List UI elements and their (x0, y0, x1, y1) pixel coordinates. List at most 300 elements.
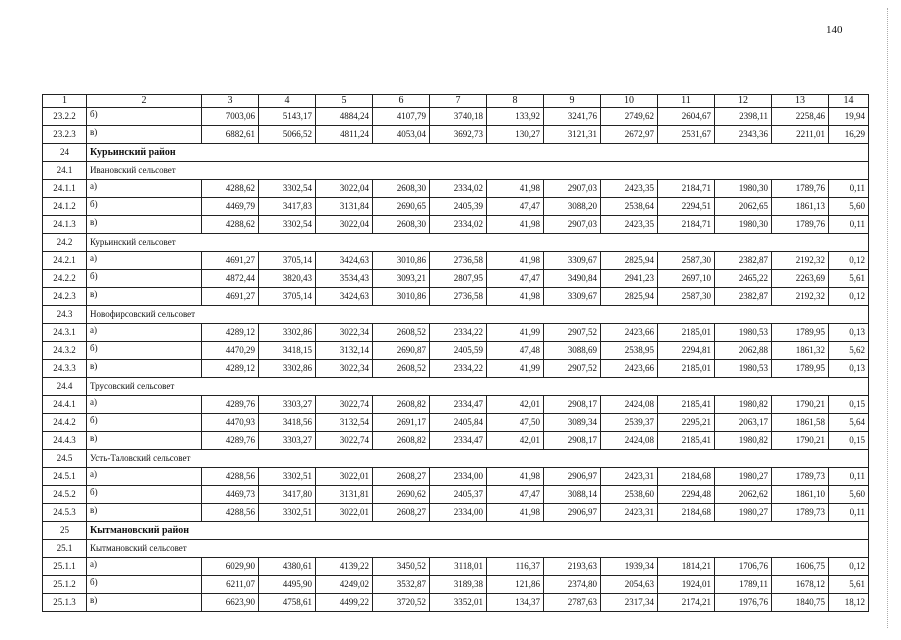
value-cell: 2941,23 (601, 270, 658, 288)
value-cell: 2193,63 (544, 558, 601, 576)
page-number: 140 (826, 24, 843, 36)
value-cell: 4289,12 (202, 360, 259, 378)
value-cell: 3302,54 (259, 180, 316, 198)
value-cell: 1980,82 (715, 432, 772, 450)
value-cell: 4758,61 (259, 594, 316, 612)
value-cell: 4288,56 (202, 468, 259, 486)
value-cell: 3302,51 (259, 504, 316, 522)
value-cell: 2736,58 (430, 288, 487, 306)
value-cell: 47,47 (487, 270, 544, 288)
value-cell: 2690,62 (373, 486, 430, 504)
value-cell: 5066,52 (259, 126, 316, 144)
value-cell: 116,37 (487, 558, 544, 576)
value-cell: 2334,47 (430, 432, 487, 450)
value-cell: 2908,17 (544, 396, 601, 414)
value-cell: 2423,66 (601, 360, 658, 378)
value-cell: 4499,22 (316, 594, 373, 612)
value-cell: 1790,21 (772, 396, 829, 414)
row-code: 24.5 (43, 450, 87, 468)
row-letter: а) (87, 252, 202, 270)
value-cell: 1980,30 (715, 216, 772, 234)
value-cell: 3010,86 (373, 252, 430, 270)
value-cell: 2608,27 (373, 504, 430, 522)
value-cell: 2334,00 (430, 504, 487, 522)
value-cell: 2908,17 (544, 432, 601, 450)
value-cell: 3022,01 (316, 504, 373, 522)
value-cell: 5,64 (829, 414, 869, 432)
value-cell: 2382,87 (715, 252, 772, 270)
value-cell: 2382,87 (715, 288, 772, 306)
row-code: 24.5.3 (43, 504, 87, 522)
value-cell: 6882,61 (202, 126, 259, 144)
value-cell: 3490,84 (544, 270, 601, 288)
council-name: Трусовский сельсовет (87, 378, 869, 396)
value-cell: 2185,41 (658, 396, 715, 414)
value-cell: 3010,86 (373, 288, 430, 306)
header-cell: 4 (259, 95, 316, 108)
row-code: 23.2.3 (43, 126, 87, 144)
value-cell: 47,47 (487, 486, 544, 504)
row-code: 25.1.2 (43, 576, 87, 594)
value-cell: 6623,90 (202, 594, 259, 612)
district-name: Курьинский район (87, 144, 869, 162)
row-letter: в) (87, 504, 202, 522)
row-letter: а) (87, 558, 202, 576)
row-code: 23.2.2 (43, 108, 87, 126)
header-cell: 6 (373, 95, 430, 108)
row-code: 24.5.1 (43, 468, 87, 486)
value-cell: 2691,17 (373, 414, 430, 432)
value-cell: 2423,31 (601, 504, 658, 522)
value-cell: 3088,14 (544, 486, 601, 504)
page-edge-line (887, 8, 889, 628)
row-letter: в) (87, 432, 202, 450)
row-code: 24.2.2 (43, 270, 87, 288)
row-letter: б) (87, 342, 202, 360)
value-cell: 2690,65 (373, 198, 430, 216)
value-cell: 4107,79 (373, 108, 430, 126)
value-cell: 3093,21 (373, 270, 430, 288)
row-letter: в) (87, 216, 202, 234)
value-cell: 0,13 (829, 360, 869, 378)
row-letter: б) (87, 270, 202, 288)
value-cell: 4470,93 (202, 414, 259, 432)
value-cell: 1790,21 (772, 432, 829, 450)
value-cell: 3132,54 (316, 414, 373, 432)
header-row (43, 95, 869, 108)
value-cell: 2334,22 (430, 360, 487, 378)
value-cell: 16,29 (829, 126, 869, 144)
value-cell: 1789,76 (772, 216, 829, 234)
value-cell: 2423,66 (601, 324, 658, 342)
row-letter: а) (87, 180, 202, 198)
row-code: 24.1.2 (43, 198, 87, 216)
value-cell: 4495,90 (259, 576, 316, 594)
value-cell: 2538,64 (601, 198, 658, 216)
header-cell: 3 (202, 95, 259, 108)
value-cell: 3720,52 (373, 594, 430, 612)
value-cell: 2736,58 (430, 252, 487, 270)
value-cell: 0,15 (829, 432, 869, 450)
value-cell: 1606,75 (772, 558, 829, 576)
council-row (43, 234, 869, 252)
value-cell: 47,48 (487, 342, 544, 360)
value-cell: 2192,32 (772, 252, 829, 270)
value-cell: 5143,17 (259, 108, 316, 126)
value-cell: 1980,53 (715, 360, 772, 378)
value-cell: 3302,51 (259, 468, 316, 486)
value-cell: 47,47 (487, 198, 544, 216)
value-cell: 41,99 (487, 324, 544, 342)
value-cell: 2907,52 (544, 324, 601, 342)
value-cell: 41,98 (487, 180, 544, 198)
header-cell: 10 (601, 95, 658, 108)
table-row (43, 558, 869, 576)
value-cell: 3022,01 (316, 468, 373, 486)
value-cell: 1861,13 (772, 198, 829, 216)
value-cell: 1678,12 (772, 576, 829, 594)
value-cell: 2185,41 (658, 432, 715, 450)
value-cell: 3450,52 (373, 558, 430, 576)
value-cell: 41,98 (487, 468, 544, 486)
row-code: 24.1 (43, 162, 87, 180)
header-cell: 12 (715, 95, 772, 108)
value-cell: 2184,71 (658, 216, 715, 234)
value-cell: 1789,11 (715, 576, 772, 594)
value-cell: 3088,69 (544, 342, 601, 360)
row-letter: б) (87, 486, 202, 504)
value-cell: 47,50 (487, 414, 544, 432)
value-cell: 4289,76 (202, 432, 259, 450)
value-cell: 4288,56 (202, 504, 259, 522)
value-cell: 2263,69 (772, 270, 829, 288)
value-cell: 2334,02 (430, 180, 487, 198)
row-code: 24.1.1 (43, 180, 87, 198)
value-cell: 1980,27 (715, 468, 772, 486)
value-cell: 2697,10 (658, 270, 715, 288)
value-cell: 0,15 (829, 396, 869, 414)
header-cell: 13 (772, 95, 829, 108)
header-cell: 11 (658, 95, 715, 108)
value-cell: 2424,08 (601, 396, 658, 414)
value-cell: 3022,74 (316, 396, 373, 414)
value-cell: 2423,35 (601, 180, 658, 198)
value-cell: 2405,37 (430, 486, 487, 504)
value-cell: 2294,48 (658, 486, 715, 504)
value-cell: 2538,60 (601, 486, 658, 504)
value-cell: 4289,12 (202, 324, 259, 342)
value-cell: 0,12 (829, 558, 869, 576)
value-cell: 19,94 (829, 108, 869, 126)
value-cell: 1814,21 (658, 558, 715, 576)
value-cell: 2825,94 (601, 288, 658, 306)
value-cell: 4469,79 (202, 198, 259, 216)
value-cell: 2608,52 (373, 324, 430, 342)
value-cell: 0,13 (829, 324, 869, 342)
value-cell: 3309,67 (544, 252, 601, 270)
value-cell: 1789,76 (772, 180, 829, 198)
value-cell: 1861,32 (772, 342, 829, 360)
table-row (43, 180, 869, 198)
value-cell: 2538,95 (601, 342, 658, 360)
value-cell: 121,86 (487, 576, 544, 594)
row-code: 25 (43, 522, 87, 540)
row-code: 24.5.2 (43, 486, 87, 504)
council-row (43, 540, 869, 558)
value-cell: 4884,24 (316, 108, 373, 126)
value-cell: 2334,00 (430, 468, 487, 486)
value-cell: 2211,01 (772, 126, 829, 144)
value-cell: 1861,58 (772, 414, 829, 432)
value-cell: 2192,32 (772, 288, 829, 306)
value-cell: 7003,06 (202, 108, 259, 126)
table-row (43, 108, 869, 126)
value-cell: 3417,80 (259, 486, 316, 504)
council-row (43, 378, 869, 396)
row-code: 24.4.3 (43, 432, 87, 450)
value-cell: 3424,63 (316, 252, 373, 270)
value-cell: 41,98 (487, 288, 544, 306)
value-cell: 3131,81 (316, 486, 373, 504)
value-cell: 41,99 (487, 360, 544, 378)
value-cell: 2906,97 (544, 504, 601, 522)
row-letter: а) (87, 396, 202, 414)
value-cell: 2185,01 (658, 324, 715, 342)
value-cell: 3022,74 (316, 432, 373, 450)
value-cell: 1789,95 (772, 360, 829, 378)
row-letter: в) (87, 288, 202, 306)
value-cell: 2807,95 (430, 270, 487, 288)
value-cell: 5,61 (829, 576, 869, 594)
header-cell: 9 (544, 95, 601, 108)
value-cell: 2608,30 (373, 180, 430, 198)
value-cell: 2465,22 (715, 270, 772, 288)
value-cell: 2907,03 (544, 180, 601, 198)
value-cell: 4380,61 (259, 558, 316, 576)
value-cell: 4691,27 (202, 252, 259, 270)
council-name: Курьинский сельсовет (87, 234, 869, 252)
value-cell: 0,11 (829, 216, 869, 234)
district-row (43, 522, 869, 540)
value-cell: 2907,03 (544, 216, 601, 234)
value-cell: 1706,76 (715, 558, 772, 576)
value-cell: 4872,44 (202, 270, 259, 288)
council-name: Усть-Таловский сельсовет (87, 450, 869, 468)
value-cell: 3424,63 (316, 288, 373, 306)
value-cell: 2334,22 (430, 324, 487, 342)
value-cell: 2608,30 (373, 216, 430, 234)
value-cell: 2295,21 (658, 414, 715, 432)
council-name: Ивановский сельсовет (87, 162, 869, 180)
value-cell: 4249,02 (316, 576, 373, 594)
value-cell: 2054,63 (601, 576, 658, 594)
table-row (43, 342, 869, 360)
table-body (43, 95, 869, 612)
value-cell: 2405,39 (430, 198, 487, 216)
row-code: 24.4.1 (43, 396, 87, 414)
value-cell: 2906,97 (544, 468, 601, 486)
value-cell: 3692,73 (430, 126, 487, 144)
row-code: 24.4.2 (43, 414, 87, 432)
value-cell: 3088,20 (544, 198, 601, 216)
value-cell: 2317,34 (601, 594, 658, 612)
value-cell: 130,27 (487, 126, 544, 144)
value-cell: 3302,54 (259, 216, 316, 234)
value-cell: 2608,82 (373, 396, 430, 414)
value-cell: 2184,68 (658, 468, 715, 486)
value-cell: 2062,65 (715, 198, 772, 216)
row-letter: а) (87, 468, 202, 486)
table-row (43, 486, 869, 504)
value-cell: 41,98 (487, 252, 544, 270)
row-code: 25.1.3 (43, 594, 87, 612)
value-cell: 5,60 (829, 486, 869, 504)
value-cell: 2539,37 (601, 414, 658, 432)
value-cell: 2787,63 (544, 594, 601, 612)
value-cell: 41,98 (487, 216, 544, 234)
value-cell: 3418,56 (259, 414, 316, 432)
council-name: Кытмановский сельсовет (87, 540, 869, 558)
council-name: Новофирсовский сельсовет (87, 306, 869, 324)
table-row (43, 594, 869, 612)
value-cell: 3705,14 (259, 252, 316, 270)
value-cell: 2374,80 (544, 576, 601, 594)
table-row (43, 468, 869, 486)
table-row (43, 198, 869, 216)
value-cell: 4811,24 (316, 126, 373, 144)
value-cell: 3418,15 (259, 342, 316, 360)
value-cell: 42,01 (487, 432, 544, 450)
value-cell: 3309,67 (544, 288, 601, 306)
row-letter: б) (87, 576, 202, 594)
row-code: 24.2.3 (43, 288, 87, 306)
value-cell: 5,62 (829, 342, 869, 360)
value-cell: 1840,75 (772, 594, 829, 612)
value-cell: 3534,43 (316, 270, 373, 288)
table-row (43, 126, 869, 144)
value-cell: 3089,34 (544, 414, 601, 432)
value-cell: 1980,82 (715, 396, 772, 414)
row-code: 24.2 (43, 234, 87, 252)
header-cell: 14 (829, 95, 869, 108)
council-row (43, 306, 869, 324)
value-cell: 3302,86 (259, 360, 316, 378)
row-code: 24.2.1 (43, 252, 87, 270)
tariff-table (42, 94, 869, 612)
value-cell: 3532,87 (373, 576, 430, 594)
row-code: 25.1.1 (43, 558, 87, 576)
table-row (43, 432, 869, 450)
value-cell: 3118,01 (430, 558, 487, 576)
value-cell: 4288,62 (202, 216, 259, 234)
value-cell: 3022,04 (316, 216, 373, 234)
value-cell: 0,11 (829, 504, 869, 522)
value-cell: 1980,27 (715, 504, 772, 522)
value-cell: 4469,73 (202, 486, 259, 504)
value-cell: 1976,76 (715, 594, 772, 612)
row-letter: а) (87, 324, 202, 342)
council-row (43, 162, 869, 180)
value-cell: 4288,62 (202, 180, 259, 198)
value-cell: 1861,10 (772, 486, 829, 504)
value-cell: 2604,67 (658, 108, 715, 126)
row-letter: в) (87, 360, 202, 378)
value-cell: 2062,88 (715, 342, 772, 360)
value-cell: 3705,14 (259, 288, 316, 306)
row-code: 24 (43, 144, 87, 162)
row-code: 24.3 (43, 306, 87, 324)
value-cell: 5,60 (829, 198, 869, 216)
value-cell: 2343,36 (715, 126, 772, 144)
value-cell: 6029,90 (202, 558, 259, 576)
table-row (43, 252, 869, 270)
table-row (43, 414, 869, 432)
header-cell: 2 (87, 95, 202, 108)
value-cell: 41,98 (487, 504, 544, 522)
row-code: 25.1 (43, 540, 87, 558)
council-row (43, 450, 869, 468)
value-cell: 2334,47 (430, 396, 487, 414)
value-cell: 1789,73 (772, 504, 829, 522)
value-cell: 2423,35 (601, 216, 658, 234)
table-row (43, 270, 869, 288)
table-row (43, 360, 869, 378)
value-cell: 2672,97 (601, 126, 658, 144)
value-cell: 1980,53 (715, 324, 772, 342)
value-cell: 1939,34 (601, 558, 658, 576)
value-cell: 2334,02 (430, 216, 487, 234)
value-cell: 3352,01 (430, 594, 487, 612)
value-cell: 4053,04 (373, 126, 430, 144)
value-cell: 2062,62 (715, 486, 772, 504)
table-row (43, 396, 869, 414)
value-cell: 3303,27 (259, 396, 316, 414)
row-code: 24.1.3 (43, 216, 87, 234)
value-cell: 4470,29 (202, 342, 259, 360)
value-cell: 2825,94 (601, 252, 658, 270)
value-cell: 3121,31 (544, 126, 601, 144)
row-code: 24.3.2 (43, 342, 87, 360)
value-cell: 3740,18 (430, 108, 487, 126)
value-cell: 2405,84 (430, 414, 487, 432)
value-cell: 3189,38 (430, 576, 487, 594)
value-cell: 2587,30 (658, 288, 715, 306)
value-cell: 1980,30 (715, 180, 772, 198)
value-cell: 2184,71 (658, 180, 715, 198)
value-cell: 2608,27 (373, 468, 430, 486)
value-cell: 2063,17 (715, 414, 772, 432)
value-cell: 0,12 (829, 252, 869, 270)
row-letter: в) (87, 594, 202, 612)
value-cell: 2405,59 (430, 342, 487, 360)
row-code: 24.3.1 (43, 324, 87, 342)
value-cell: 0,12 (829, 288, 869, 306)
row-letter: б) (87, 198, 202, 216)
value-cell: 4691,27 (202, 288, 259, 306)
value-cell: 2608,52 (373, 360, 430, 378)
value-cell: 2907,52 (544, 360, 601, 378)
value-cell: 3131,84 (316, 198, 373, 216)
row-letter: в) (87, 126, 202, 144)
value-cell: 3022,34 (316, 360, 373, 378)
value-cell: 133,92 (487, 108, 544, 126)
value-cell: 2749,62 (601, 108, 658, 126)
value-cell: 18,12 (829, 594, 869, 612)
row-letter: б) (87, 414, 202, 432)
value-cell: 42,01 (487, 396, 544, 414)
row-code: 24.3.3 (43, 360, 87, 378)
table-row (43, 504, 869, 522)
